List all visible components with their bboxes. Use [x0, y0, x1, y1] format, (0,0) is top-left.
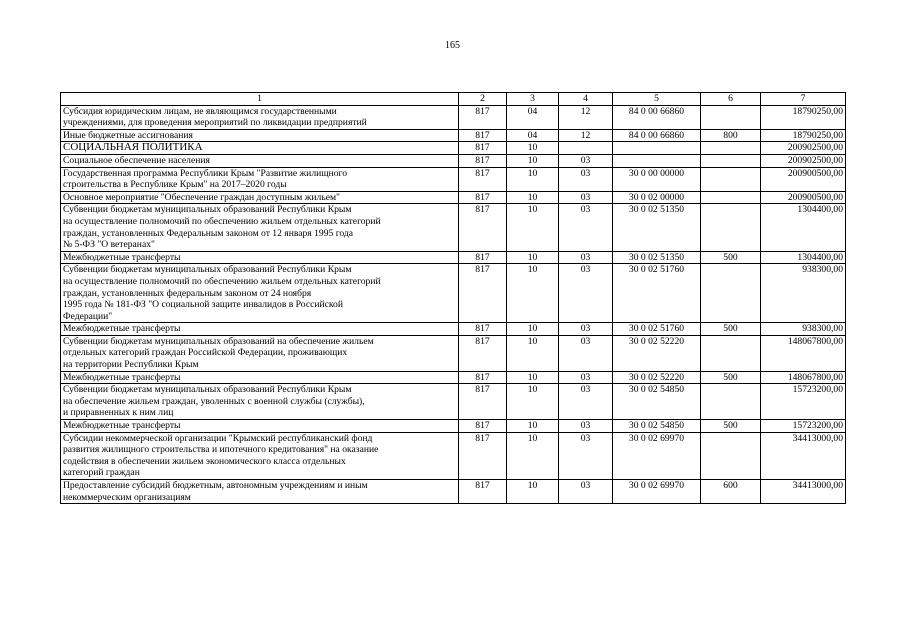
expense-type-cell: 500	[701, 371, 761, 384]
section-code-cell: 10	[507, 480, 559, 504]
row-name-cell: Субсидии некоммерческой организации "Крымский республиканский фонд развития жилищного строительства и ипотечного кредитования" на оказание содействия в обеспечении жильем экономического класса отдельных категорий граждан	[61, 432, 459, 479]
table-row	[61, 142, 846, 155]
admin-code-cell: 817	[459, 335, 507, 371]
amount-cell: 938300,00	[761, 264, 846, 323]
page-number: 165	[445, 40, 460, 51]
subsection-code-cell: 03	[559, 371, 613, 384]
row-name-cell: Межбюджетные трансферты	[61, 323, 459, 336]
section-code-cell: 10	[507, 167, 559, 191]
row-name-cell: Межбюджетные трансферты	[61, 371, 459, 384]
target-article-cell: 84 0 00 66860	[613, 105, 701, 129]
admin-code-cell: 817	[459, 105, 507, 129]
expense-type-cell	[701, 264, 761, 323]
section-code-cell: 10	[507, 154, 559, 167]
target-article-cell: 30 0 02 54850	[613, 420, 701, 433]
amount-cell: 18790250,00	[761, 129, 846, 142]
admin-code-cell: 817	[459, 384, 507, 420]
table-row	[61, 384, 846, 420]
budget-table	[60, 92, 846, 504]
admin-code-cell: 817	[459, 142, 507, 155]
amount-cell: 200902500,00	[761, 154, 846, 167]
target-article-cell: 30 0 02 69970	[613, 432, 701, 479]
target-article-cell: 30 0 02 51350	[613, 204, 701, 251]
amount-cell: 34413000,00	[761, 432, 846, 479]
admin-code-cell: 817	[459, 204, 507, 251]
section-code-cell: 10	[507, 384, 559, 420]
row-name-cell: Государственная программа Республики Крым "Развитие жилищного строительства в Республике Крым" на 2017–2020 годы	[61, 167, 459, 191]
target-article-cell: 30 0 02 51760	[613, 264, 701, 323]
expense-type-cell: 500	[701, 323, 761, 336]
amount-cell: 15723200,00	[761, 420, 846, 433]
subsection-code-cell: 12	[559, 129, 613, 142]
expense-type-cell	[701, 432, 761, 479]
expense-type-cell: 600	[701, 480, 761, 504]
amount-cell: 200902500,00	[761, 142, 846, 155]
column-header: 1	[61, 93, 459, 106]
row-name-cell: Предоставление субсидий бюджетным, автономным учреждениям и иным некоммерческим организациям	[61, 480, 459, 504]
expense-type-cell: 500	[701, 420, 761, 433]
target-article-cell: 30 0 02 54850	[613, 384, 701, 420]
row-name-cell: Субвенции бюджетам муниципальных образований Республики Крым на обеспечение жильем граждан, уволенных с военной службы (службы), и приравненных к ним лиц	[61, 384, 459, 420]
section-code-cell: 10	[507, 335, 559, 371]
amount-cell: 148067800,00	[761, 335, 846, 371]
target-article-cell: 30 0 02 51760	[613, 323, 701, 336]
subsection-code-cell: 03	[559, 251, 613, 264]
table-row	[61, 480, 846, 504]
row-name-cell: Основное мероприятие "Обеспечение граждан доступным жильем"	[61, 191, 459, 204]
target-article-cell: 30 0 02 69970	[613, 480, 701, 504]
expense-type-cell	[701, 335, 761, 371]
section-code-cell: 10	[507, 251, 559, 264]
table-row	[61, 323, 846, 336]
subsection-code-cell: 03	[559, 335, 613, 371]
row-name-cell: Субвенции бюджетам муниципальных образований на обеспечение жильем отдельных категорий граждан Российской Федерации, проживающих на территории Республики Крым	[61, 335, 459, 371]
section-code-cell: 10	[507, 420, 559, 433]
subsection-code-cell: 12	[559, 105, 613, 129]
column-header: 7	[761, 93, 846, 106]
amount-cell: 938300,00	[761, 323, 846, 336]
subsection-code-cell: 03	[559, 204, 613, 251]
admin-code-cell: 817	[459, 420, 507, 433]
expense-type-cell: 800	[701, 129, 761, 142]
subsection-code-cell: 03	[559, 420, 613, 433]
section-code-cell: 10	[507, 191, 559, 204]
subsection-code-cell: 03	[559, 432, 613, 479]
amount-cell: 34413000,00	[761, 480, 846, 504]
table-row	[61, 105, 846, 129]
target-article-cell: 84 0 00 66860	[613, 129, 701, 142]
section-code-cell: 10	[507, 142, 559, 155]
target-article-cell: 30 0 02 51350	[613, 251, 701, 264]
admin-code-cell: 817	[459, 264, 507, 323]
row-name-cell: Субвенции бюджетам муниципальных образований Республики Крым на осуществление полномочий по обеспечению жильем отдельных категорий граждан, установленных федеральным законом от 24 ноября 1995 года № 181-ФЗ "О социальной защите инвалидов в Российской Федерации"	[61, 264, 459, 323]
table-row	[61, 432, 846, 479]
row-name-cell: Межбюджетные трансферты	[61, 251, 459, 264]
subsection-code-cell	[559, 142, 613, 155]
expense-type-cell	[701, 142, 761, 155]
section-code-cell: 04	[507, 105, 559, 129]
table-header-row	[61, 93, 846, 106]
table-row	[61, 129, 846, 142]
admin-code-cell: 817	[459, 432, 507, 479]
expense-type-cell	[701, 191, 761, 204]
subsection-code-cell: 03	[559, 154, 613, 167]
admin-code-cell: 817	[459, 167, 507, 191]
section-code-cell: 10	[507, 264, 559, 323]
column-header: 2	[459, 93, 507, 106]
table-row	[61, 264, 846, 323]
row-name-cell: Субсидия юридическим лицам, не являющимся государственными учреждениями, для проведения мероприятий по ликвидации предприятий	[61, 105, 459, 129]
amount-cell: 200900500,00	[761, 167, 846, 191]
column-header: 5	[613, 93, 701, 106]
subsection-code-cell: 03	[559, 480, 613, 504]
row-name-cell: Иные бюджетные ассигнования	[61, 129, 459, 142]
subsection-code-cell: 03	[559, 384, 613, 420]
expense-type-cell: 500	[701, 251, 761, 264]
table-row	[61, 204, 846, 251]
table-row	[61, 251, 846, 264]
amount-cell: 15723200,00	[761, 384, 846, 420]
expense-type-cell	[701, 204, 761, 251]
column-header: 6	[701, 93, 761, 106]
expense-type-cell	[701, 154, 761, 167]
subsection-code-cell: 03	[559, 191, 613, 204]
section-code-cell: 10	[507, 371, 559, 384]
row-name-cell: Социальное обеспечение населения	[61, 154, 459, 167]
subsection-code-cell: 03	[559, 264, 613, 323]
subsection-code-cell: 03	[559, 167, 613, 191]
row-name-cell: Межбюджетные трансферты	[61, 420, 459, 433]
section-code-cell: 10	[507, 432, 559, 479]
section-code-cell: 10	[507, 204, 559, 251]
target-article-cell: 30 0 02 00000	[613, 191, 701, 204]
section-code-cell: 04	[507, 129, 559, 142]
table-row	[61, 335, 846, 371]
target-article-cell	[613, 154, 701, 167]
admin-code-cell: 817	[459, 191, 507, 204]
subsection-code-cell: 03	[559, 323, 613, 336]
admin-code-cell: 817	[459, 480, 507, 504]
table-row	[61, 191, 846, 204]
expense-type-cell	[701, 167, 761, 191]
table-row	[61, 420, 846, 433]
amount-cell: 148067800,00	[761, 371, 846, 384]
admin-code-cell: 817	[459, 323, 507, 336]
admin-code-cell: 817	[459, 129, 507, 142]
column-header: 3	[507, 93, 559, 106]
column-header: 4	[559, 93, 613, 106]
amount-cell: 1304400,00	[761, 204, 846, 251]
amount-cell: 200900500,00	[761, 191, 846, 204]
target-article-cell: 30 0 00 00000	[613, 167, 701, 191]
admin-code-cell: 817	[459, 154, 507, 167]
target-article-cell: 30 0 02 52220	[613, 371, 701, 384]
table-row	[61, 154, 846, 167]
section-code-cell: 10	[507, 323, 559, 336]
amount-cell: 18790250,00	[761, 105, 846, 129]
expense-type-cell	[701, 105, 761, 129]
row-name-cell: СОЦИАЛЬНАЯ ПОЛИТИКА	[61, 142, 459, 155]
table-row	[61, 371, 846, 384]
target-article-cell	[613, 142, 701, 155]
admin-code-cell: 817	[459, 251, 507, 264]
row-name-cell: Субвенции бюджетам муниципальных образований Республики Крым на осуществление полномочий по обеспечению жильем отдельных категорий граждан, установленных Федеральным законом от 12 января 1995 года № 5-ФЗ "О ветеранах"	[61, 204, 459, 251]
expense-type-cell	[701, 384, 761, 420]
admin-code-cell: 817	[459, 371, 507, 384]
target-article-cell: 30 0 02 52220	[613, 335, 701, 371]
table-row	[61, 167, 846, 191]
amount-cell: 1304400,00	[761, 251, 846, 264]
